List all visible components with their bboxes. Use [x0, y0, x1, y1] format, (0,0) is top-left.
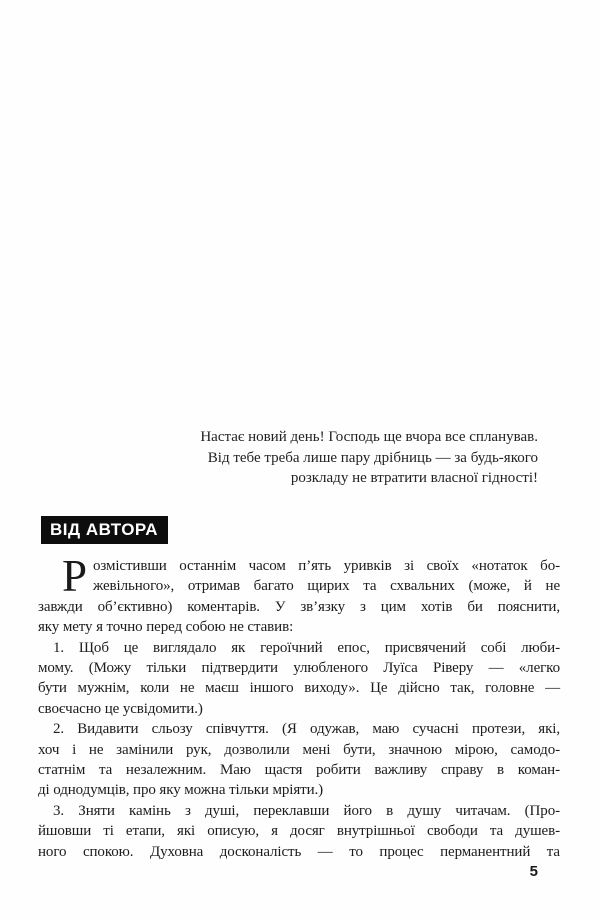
text-line: 2. Видавити сльозу співчуття. (Я одужав, маю сучасні протези, які, — [53, 721, 560, 738]
body-text — [38, 551, 560, 862]
text-line: бути мужнім, коли не маєш іншого виходу». Це дійсно так, головне — — [38, 680, 560, 697]
paragraph — [38, 551, 560, 638]
paragraph — [38, 801, 560, 862]
text-line: хоч і не замінили рук, дозволили мені бути, значною мірою, самодо- — [38, 741, 560, 758]
epigraph-line: розкладу не втратити власної гідності! — [290, 470, 538, 486]
text-line: озмістивши останнім часом п’ять уривків зі своїх «нотаток бо- — [92, 558, 560, 574]
paragraph — [38, 719, 560, 801]
paragraph — [38, 638, 560, 720]
text-line: ного спокою. Духовна досконалість — то процес перманентний та — [38, 843, 560, 860]
text-line: своєчасно це усвідомити.) — [38, 700, 203, 717]
epigraph — [120, 427, 538, 489]
section-header — [41, 516, 168, 544]
dropcap-letter: Р — [62, 551, 87, 601]
text-line: 1. Щоб це виглядало як героїчний епос, присвячений собі люби- — [53, 639, 560, 656]
text-line: статнім та незалежним. Маю щастя робити важливу справу в коман- — [38, 762, 560, 779]
page-number: 5 — [529, 863, 538, 880]
text-line: жевільного», отримав багато щирих та схвальних (може, й не — [92, 578, 560, 595]
epigraph-line: Настає новий день! Господь ще вчора все спланував. — [200, 429, 538, 445]
text-line: йшовши ті етапи, які описую, я досяг внутрішньої свободи та душев- — [38, 823, 560, 840]
text-line: мому. (Можу тільки підтвердити улюбленого Луїса Ріверу — «легко — [38, 660, 560, 677]
section-title: ВІД АВТОРА — [50, 520, 159, 539]
text-line: яку мету я точно перед собою не ставив: — [38, 619, 294, 636]
text-line: 3. Зняти камінь з душі, переклавши його в душу читачам. (Про- — [53, 802, 560, 819]
text-line: завжди об’єктивно) коментарів. У зв’язку з цим хотів би пояснити, — [38, 598, 560, 615]
epigraph-line: Від тебе треба лише пару дрібниць — за будь-якого — [207, 449, 538, 466]
text-line: ді однодумців, про яку можна тільки мріяти.) — [38, 782, 324, 799]
